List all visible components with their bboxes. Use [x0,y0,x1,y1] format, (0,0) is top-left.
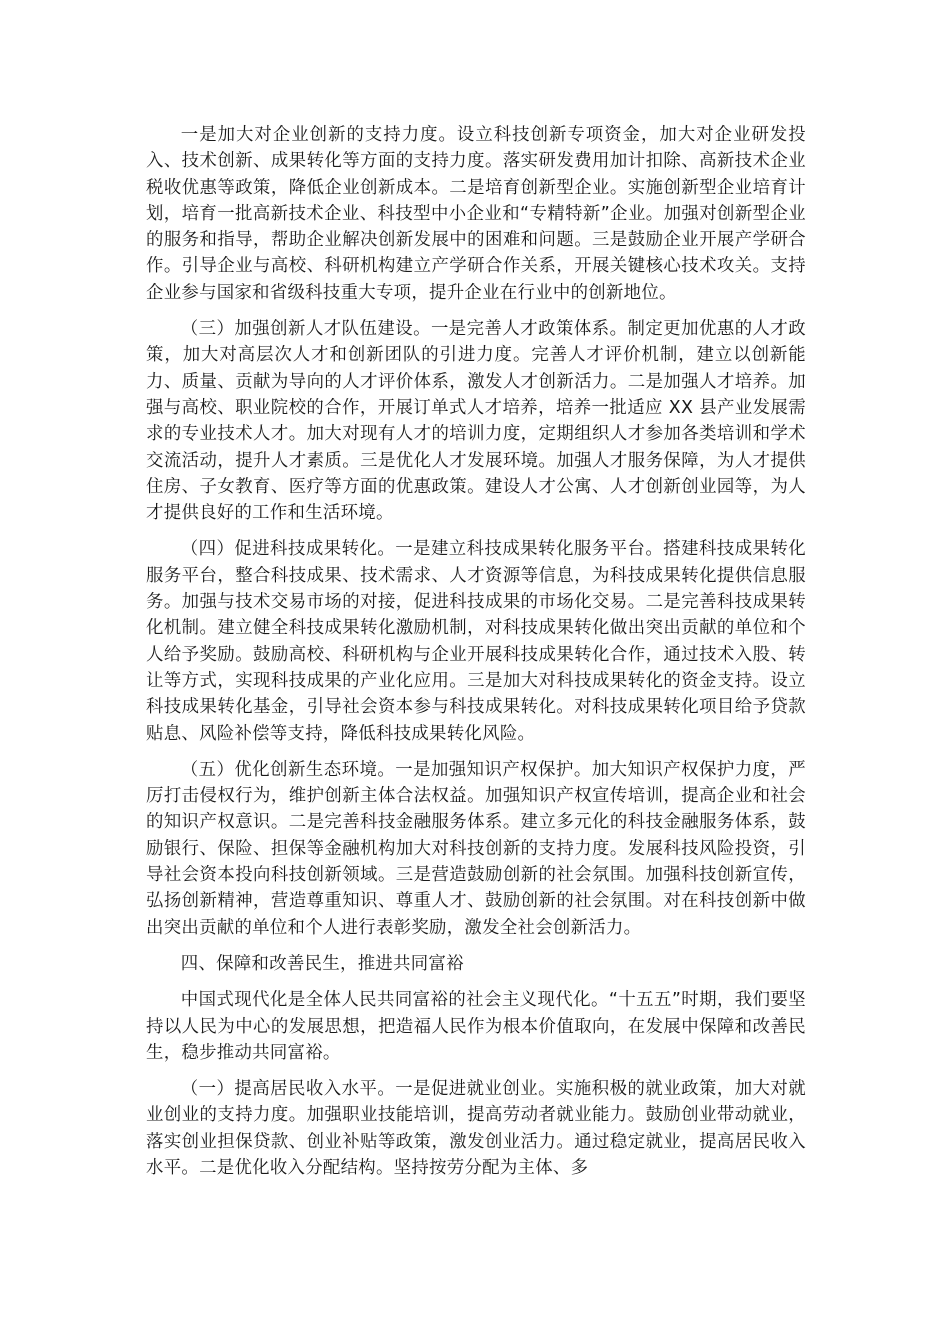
paragraph-tech-transfer: （四）促进科技成果转化。一是建立科技成果转化服务平台。搭建科技成果转化服务平台，整合科技成果、技术需求、人才资源等信息，为科技成果转化提供信息服务。加强与技术交易市场的对接，促进科技成果的市场化交易。二是完善科技成果转化机制。建立健全科技成果转化激励机制，对科技成果转化做出突出贡献的单位和个人给予奖励。鼓励高校、科研机构与企业开展科技成果转化合作，通过技术入股、转让等方式，实现科技成果的产业化应用。三是加大对科技成果转化的资金支持。设立科技成果转化基金，引导社会资本参与科技成果转化。对科技成果转化项目给予贷款贴息、风险补偿等支持，降低科技成果转化风险。 [146,539,806,744]
paragraph-enterprise-innovation: 一是加大对企业创新的支持力度。设立科技创新专项资金，加大对企业研发投入、技术创新、成果转化等方面的支持力度。落实研发费用加计扣除、高新技术企业税收优惠等政策，降低企业创新成本。二是培育创新型企业。实施创新型企业培育计划，培育一批高新技术企业、科技型中小企业和“专精特新”企业。加强对创新型企业的服务和指导，帮助企业解决创新发展中的困难和问题。三是鼓励企业开展产学研合作。引导企业与高校、科研机构建立产学研合作关系，开展关键核心技术攻关。支持企业参与国家和省级科技重大专项，提升企业在行业中的创新地位。 [146,125,806,303]
section-heading-livelihood: 四、保障和改善民生，推进共同富裕 [180,953,464,974]
paragraph-income-level: （一）提高居民收入水平。一是促进就业创业。实施积极的就业政策，加大对就业创业的支持力度。加强职业技能培训，提高劳动者就业能力。鼓励创业带动就业，落实创业担保贷款、创业补贴等政策，激发创业活力。通过稳定就业，提高居民收入水平。二是优化收入分配结构。坚持按劳分配为主体、多 [146,1079,806,1178]
paragraph-innovation-ecosystem: （五）优化创新生态环境。一是加强知识产权保护。加大知识产权保护力度，严厉打击侵权行为，维护创新主体合法权益。加强知识产权宣传培训，提高企业和社会的知识产权意识。二是完善科技金融服务体系。建立多元化的科技金融服务体系，鼓励银行、保险、担保等金融机构加大对科技创新的支持力度。发展科技风险投资，引导社会资本投向科技创新领域。三是营造鼓励创新的社会氛围。加强科技创新宣传，弘扬创新精神，营造尊重知识、尊重人才、鼓励创新的社会氛围。对在科技创新中做出突出贡献的单位和个人进行表彰奖励，激发全社会创新活力。 [146,759,806,938]
paragraph-talent-team: （三）加强创新人才队伍建设。一是完善人才政策体系。制定更加优惠的人才政策，加大对高层次人才和创新团队的引进力度。完善人才评价机制，建立以创新能力、质量、贡献为导向的人才评价体系，激发人才创新活力。二是加强人才培养。加强与高校、职业院校的合作，开展订单式人才培养，培养一批适应 XX 县产业发展需求的专业技术人才。加大对现有人才的培训力度，定期组织人才参加各类培训和学术交流活动，提升人才素质。三是优化人才发展环境。加强人才服务保障，为人才提供住房、子女教育、医疗等方面的优惠政策。建设人才公寓、人才创新创业园等，为人才提供良好的工作和生活环境。 [146,319,806,524]
paragraph-common-prosperity: 中国式现代化是全体人民共同富裕的社会主义现代化。“十五五”时期，我们要坚持以人民为中心的发展思想，把造福人民作为根本价值取向，在发展中保障和改善民生，稳步推动共同富裕。 [146,990,806,1063]
document-page [146,122,806,1191]
